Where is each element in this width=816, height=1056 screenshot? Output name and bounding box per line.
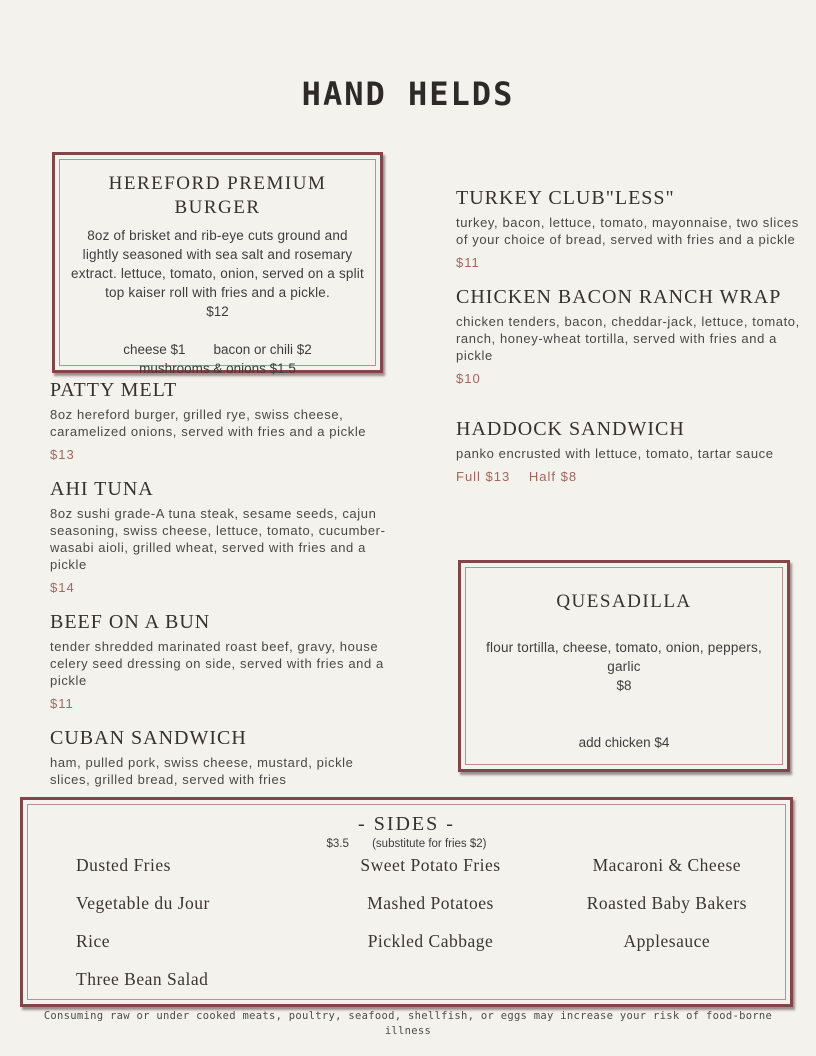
item-description: ham, pulled pork, swiss cheese, mustard, pickle slices, grilled bread, served with fries: [50, 755, 354, 787]
addon-option: bacon or chili $2: [213, 342, 312, 357]
sides-column: [312, 855, 548, 1007]
sides-column: [549, 855, 785, 1007]
side-item: Sweet Potato Fries: [360, 855, 501, 875]
item-price: $13: [50, 447, 75, 462]
featured-item-price: $8: [616, 678, 632, 693]
item-description: turkey, bacon, lettuce, tomato, mayonnaise, two slices of your choice of bread, served with fries and a pickle: [456, 215, 799, 247]
featured-addons-line2: mushrooms & onions $1.5: [139, 361, 296, 376]
item-price: $14: [50, 580, 75, 595]
item-price: $11: [50, 696, 74, 711]
left-column: [50, 380, 396, 827]
item-description: 8oz sushi grade-A tuna steak, sesame seeds, cajun seasoning, swiss cheese, lettuce, tomato, cucumber-wasabi aioli, grilled wheat, served with fries and a pickle: [50, 506, 386, 572]
right-column: [456, 188, 801, 501]
menu-item-haddock-sandwich: [456, 419, 801, 483]
sides-column: [28, 855, 312, 1007]
item-price: $11: [456, 255, 480, 270]
disclaimer-line2: illness: [384, 1025, 432, 1037]
sides-price: $3.5: [326, 838, 349, 850]
side-item: Applesauce: [623, 931, 711, 951]
menu-item-chicken-bacon-ranch-wrap: [456, 287, 801, 385]
side-item: Mashed Potatoes: [367, 893, 494, 913]
disclaimer-line1: Consuming raw or under cooked meats, poultry, seafood, shellfish, or eggs may increase your risk of food-borne: [43, 1010, 773, 1022]
item-name: PATTY MELT: [50, 379, 178, 401]
menu-item-patty-melt: [50, 380, 396, 461]
featured-item-description: 8oz of brisket and rib-eye cuts ground and lightly seasoned with sea salt and rosemary extract. lettuce, tomato, onion, served on a split top kaiser roll with fries and a pickle.: [71, 228, 364, 300]
quesadilla-featured-box-inner-frame: [465, 567, 783, 765]
featured-addon: add chicken $4: [578, 735, 670, 750]
sides-grid: [28, 855, 785, 1007]
side-item: Three Bean Salad: [76, 969, 209, 989]
side-item: Dusted Fries: [76, 855, 171, 875]
featured-addons-row: [68, 340, 367, 359]
menu-item-ahi-tuna: [50, 479, 396, 594]
page-title: HAND HELDS: [301, 75, 515, 114]
disclaimer: [0, 1009, 816, 1039]
side-item: Pickled Cabbage: [367, 931, 494, 951]
featured-item-description: flour tortilla, cheese, tomato, onion, peppers, garlic: [486, 640, 762, 674]
item-description: chicken tenders, bacon, cheddar-jack, lettuce, tomato, ranch, honey-wheat tortilla, served with fries and a pickle: [456, 314, 800, 363]
item-price: [456, 470, 801, 483]
quesadilla-featured-box: [458, 560, 790, 772]
item-description: 8oz hereford burger, grilled rye, swiss cheese, caramelized onions, served with fries and a pickle: [50, 407, 367, 439]
side-item: Macaroni & Cheese: [592, 855, 742, 875]
addon-option: cheese $1: [123, 342, 186, 357]
featured-item-price: $12: [206, 304, 229, 319]
item-price-half: Half $8: [528, 469, 578, 484]
item-name: BEEF ON A BUN: [50, 611, 211, 633]
item-name: TURKEY CLUB"LESS": [456, 187, 675, 209]
item-description: panko encrusted with lettuce, tomato, tartar sauce: [456, 446, 774, 461]
item-name: HADDOCK SANDWICH: [456, 418, 685, 440]
item-price: $10: [456, 371, 481, 386]
sides-title: - SIDES -: [358, 813, 455, 835]
sides-note: [28, 838, 785, 850]
featured-item-name: HEREFORD PREMIUM BURGER: [108, 173, 327, 218]
burger-featured-box-inner-frame: [59, 159, 376, 376]
item-description: tender shredded marinated roast beef, gravy, house celery seed dressing on side, served with fries and a pickle: [50, 639, 384, 688]
sides-substitute-note: (substitute for fries $2): [372, 838, 487, 850]
side-item: Vegetable du Jour: [76, 893, 210, 913]
burger-featured-box: [52, 152, 383, 376]
featured-item-name: QUESADILLA: [556, 591, 692, 612]
item-price-full: Full $13: [456, 469, 511, 484]
sides-box-inner-frame: [27, 804, 786, 1000]
sides-box: [20, 797, 793, 1007]
side-item: Rice: [76, 931, 111, 951]
side-item: Roasted Baby Bakers: [586, 893, 747, 913]
item-name: CUBAN SANDWICH: [50, 727, 247, 749]
item-name: CHICKEN BACON RANCH WRAP: [456, 286, 782, 308]
item-name: AHI TUNA: [50, 478, 154, 500]
menu-item-beef-on-a-bun: [50, 612, 396, 710]
menu-item-turkey-clubless: [456, 188, 801, 269]
